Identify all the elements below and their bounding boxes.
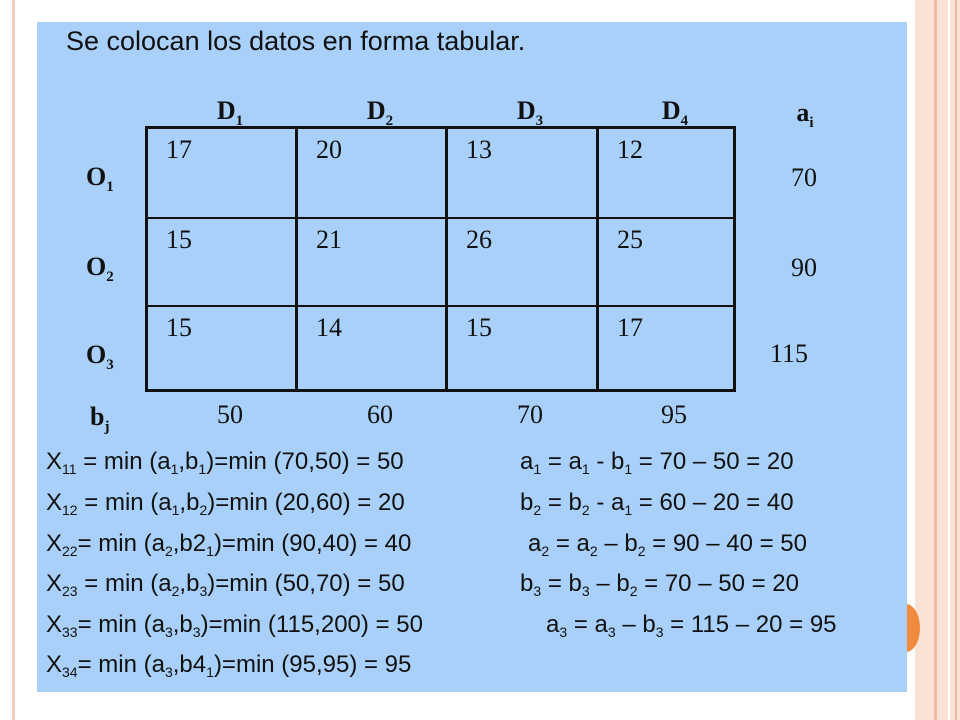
slide-right-border-line <box>955 0 957 720</box>
update-equation: $a_2 = a_2 - b_2 = 90 - 40 = 50$ <box>528 530 807 559</box>
cost-value: 14 <box>316 313 342 342</box>
supply-value: 115 <box>770 339 809 368</box>
demand-value: 95 <box>661 400 687 429</box>
column-header-d2: $D_2$ <box>366 96 394 129</box>
cost-value: 25 <box>617 225 643 254</box>
demand-value: 60 <box>367 400 393 429</box>
row-header-o1: $O_1$ <box>86 162 114 195</box>
cost-value: 20 <box>316 135 342 164</box>
cost-value: 12 <box>617 135 643 164</box>
cost-cell <box>448 307 599 389</box>
cost-value: 17 <box>617 313 643 342</box>
cost-cell <box>448 129 599 219</box>
cost-table <box>145 126 736 392</box>
column-header-d3: $D_3$ <box>516 96 544 129</box>
row-header-o3: $O_3$ <box>86 340 114 373</box>
cost-value: 15 <box>166 313 192 342</box>
row-header-o2: $O_2$ <box>86 252 114 285</box>
cost-value: 15 <box>166 225 192 254</box>
cost-cell <box>298 129 448 219</box>
cost-cell <box>448 219 599 307</box>
update-equation: $a_3 = a_3 - b_3 = 115 - 20 = 95$ <box>546 611 837 640</box>
cost-value: 15 <box>466 313 492 342</box>
cost-cell <box>599 307 733 389</box>
update-equation: $b_2 = b_2 - a_1 = 60 - 20 = 40$ <box>520 489 794 518</box>
cost-cell <box>298 307 448 389</box>
cost-cell <box>599 129 733 219</box>
cost-value: 17 <box>166 135 192 164</box>
allocation-equation: $X_{12} = \min (a_1,b_2)=\min$ (20,60) = 20 <box>46 489 405 518</box>
demand-header: $b_j$ <box>90 402 110 435</box>
cost-cell <box>148 307 298 389</box>
cost-value: 13 <box>466 135 492 164</box>
column-header-d4: $D_4$ <box>661 96 689 129</box>
slide-title: Se colocan los datos en forma tabular. <box>66 26 526 56</box>
allocation-equation: $X_{34}= \min (a_3,b4_1)=\min$ (95,95) = 95 <box>46 651 412 680</box>
demand-value: 70 <box>517 400 543 429</box>
cost-value: 26 <box>466 225 492 254</box>
supply-value: 90 <box>791 253 817 282</box>
update-equation: $b_3 = b_3 - b_2 = 70 - 50 = 20$ <box>520 570 799 599</box>
slide-right-margin <box>915 0 960 720</box>
update-equation: $a_1 = a_1 - b_1 = 70 - 50 = 20$ <box>520 448 794 477</box>
cost-cell <box>148 219 298 307</box>
allocation-equation: $X_{23} = \min (a_2,b_3)=\min$ (50,70) = 50 <box>46 570 405 599</box>
supply-value: 70 <box>791 163 817 192</box>
allocation-equation: $X_{33}= \min (a_3,b_3)=\min$ (115,200) = 50 <box>46 611 423 640</box>
cost-cell <box>599 219 733 307</box>
allocation-equation: $X_{11} = \min (a_1,b_1)=\min$ (70,50) = 50 <box>46 448 404 477</box>
slide-right-border-line <box>934 0 937 720</box>
slide-left-margin <box>0 0 20 720</box>
allocation-equation: $X_{22}= \min (a_2,b2_1)=\min$ (90,40) = 40 <box>46 530 412 559</box>
cost-value: 21 <box>316 225 342 254</box>
slide-left-border-line <box>12 0 15 720</box>
cost-cell <box>148 129 298 219</box>
demand-value: 50 <box>217 400 243 429</box>
column-header-d1: $D_1$ <box>216 96 244 129</box>
slide-right-border-line <box>948 0 950 720</box>
cost-cell <box>298 219 448 307</box>
supply-header: $a_i$ <box>796 98 814 131</box>
